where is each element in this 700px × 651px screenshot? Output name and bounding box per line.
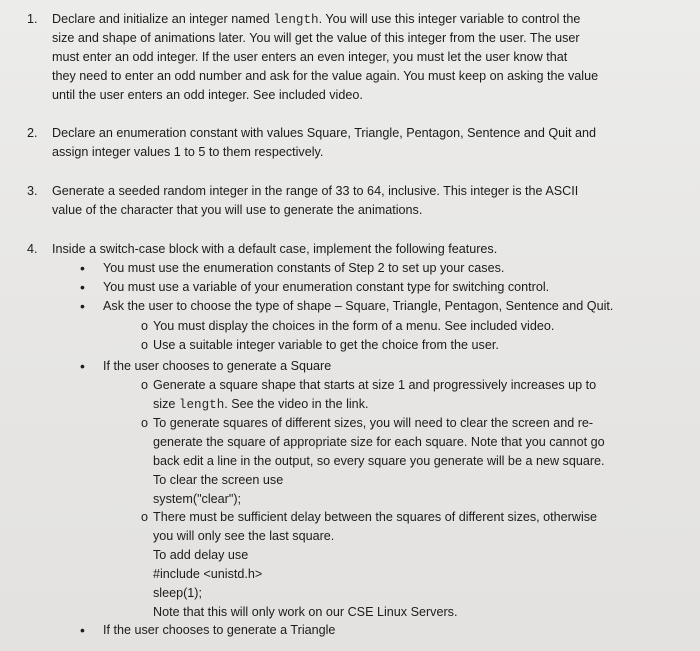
sub-item-text [153, 584, 202, 603]
text-span: Declare an enumeration constant with values Square, Triangle, Pentagon, Sentence and Quit and [52, 126, 596, 140]
sub-item-text [153, 546, 248, 565]
bullet-marker: • [80, 298, 85, 314]
list-item-text [52, 143, 323, 162]
list-item-text [52, 86, 363, 105]
bullet-text: If the user chooses to generate a Triangle [103, 623, 336, 637]
bullet-marker: • [80, 358, 85, 374]
text-span: size and shape of animations later. You will get the value of this integer from the user. The user [52, 31, 580, 45]
bullet-marker: • [80, 622, 85, 638]
list-item-text [52, 10, 580, 30]
sub-marker: o [141, 416, 149, 430]
list-number: 1. [27, 12, 38, 26]
sub-item-text [153, 433, 605, 452]
sub-item-text [153, 376, 596, 395]
text-span: you will only see the last square. [153, 529, 335, 543]
sub-item-text [153, 508, 597, 527]
list-item-text [52, 48, 567, 67]
list-item-text [52, 29, 580, 48]
bullet-text: You must use a variable of your enumeration constant type for switching control. [103, 280, 550, 294]
sub-item-text: You must display the choices in the form of a menu. See included video. [153, 319, 555, 333]
code-term: length [273, 13, 319, 27]
sub-marker: o [141, 319, 149, 333]
text-span: assign integer values 1 to 5 to them respectively. [52, 145, 324, 159]
text-span: There must be sufficient delay between the squares of different sizes, otherwise [153, 510, 598, 524]
text-span: must enter an odd integer. If the user enters an even integer, you must let the user know that [52, 50, 568, 64]
list-item-text [52, 240, 497, 259]
text-span: . See the video in the link. [224, 397, 369, 411]
text-span: size [153, 397, 179, 411]
sub-item-text [153, 452, 605, 471]
sub-item-text [153, 565, 262, 584]
text-span: they need to enter an odd number and ask for the value again. You must keep on asking the value [52, 69, 599, 83]
text-span: generate the square of appropriate size for each square. Note that you cannot go [153, 435, 605, 449]
text-span: Note that this will only work on our CSE Linux Servers. [153, 605, 458, 619]
text-span: system("clear"); [153, 492, 242, 506]
list-item-text [52, 182, 578, 201]
text-span: back edit a line in the output, so every square you generate will be a new square. [153, 454, 605, 468]
list-number: 4. [27, 242, 38, 256]
sub-item-text [153, 527, 334, 546]
text-span: sleep(1); [153, 586, 202, 600]
text-span: #include <unistd.h> [153, 567, 263, 581]
text-span: Inside a switch-case block with a default case, implement the following features. [52, 242, 498, 256]
sub-item-text: Use a suitable integer variable to get the choice from the user. [153, 338, 499, 352]
sub-item-text [153, 603, 457, 622]
sub-marker: o [141, 510, 149, 524]
list-item-text [52, 67, 598, 86]
bullet-text: You must use the enumeration constants of Step 2 to set up your cases. [103, 261, 505, 275]
code-term: length [178, 398, 225, 412]
list-number: 2. [27, 126, 38, 140]
bullet-text: If the user chooses to generate a Square [103, 359, 332, 373]
text-span: Generate a square shape that starts at size 1 and progressively increases up to [153, 378, 597, 392]
list-item-text [52, 124, 596, 143]
sub-marker: o [141, 338, 149, 352]
bullet-marker: • [80, 279, 85, 295]
text-span: . You will use this integer variable to control the [318, 12, 581, 26]
list-number: 3. [27, 184, 38, 198]
text-span: To generate squares of different sizes, you will need to clear the screen and re- [153, 416, 594, 430]
sub-item-text [153, 414, 593, 433]
text-span: value of the character that you will use to generate the animations. [52, 203, 423, 217]
text-span: Generate a seeded random integer in the range of 33 to 64, inclusive. This integer is the ASCII [52, 184, 579, 198]
sub-marker: o [141, 378, 149, 392]
bullet-text: Ask the user to choose the type of shape – Square, Triangle, Pentagon, Sentence and Quit. [103, 299, 614, 313]
list-item-text [52, 201, 422, 220]
text-span: To add delay use [153, 548, 249, 562]
text-span: until the user enters an odd integer. See included video. [52, 88, 363, 102]
text-span: To clear the screen use [153, 473, 284, 487]
text-span: Declare and initialize an integer named [52, 12, 274, 26]
sub-item-text [153, 395, 369, 415]
sub-item-text [153, 471, 283, 490]
bullet-marker: • [80, 260, 85, 276]
sub-item-text [153, 490, 241, 509]
